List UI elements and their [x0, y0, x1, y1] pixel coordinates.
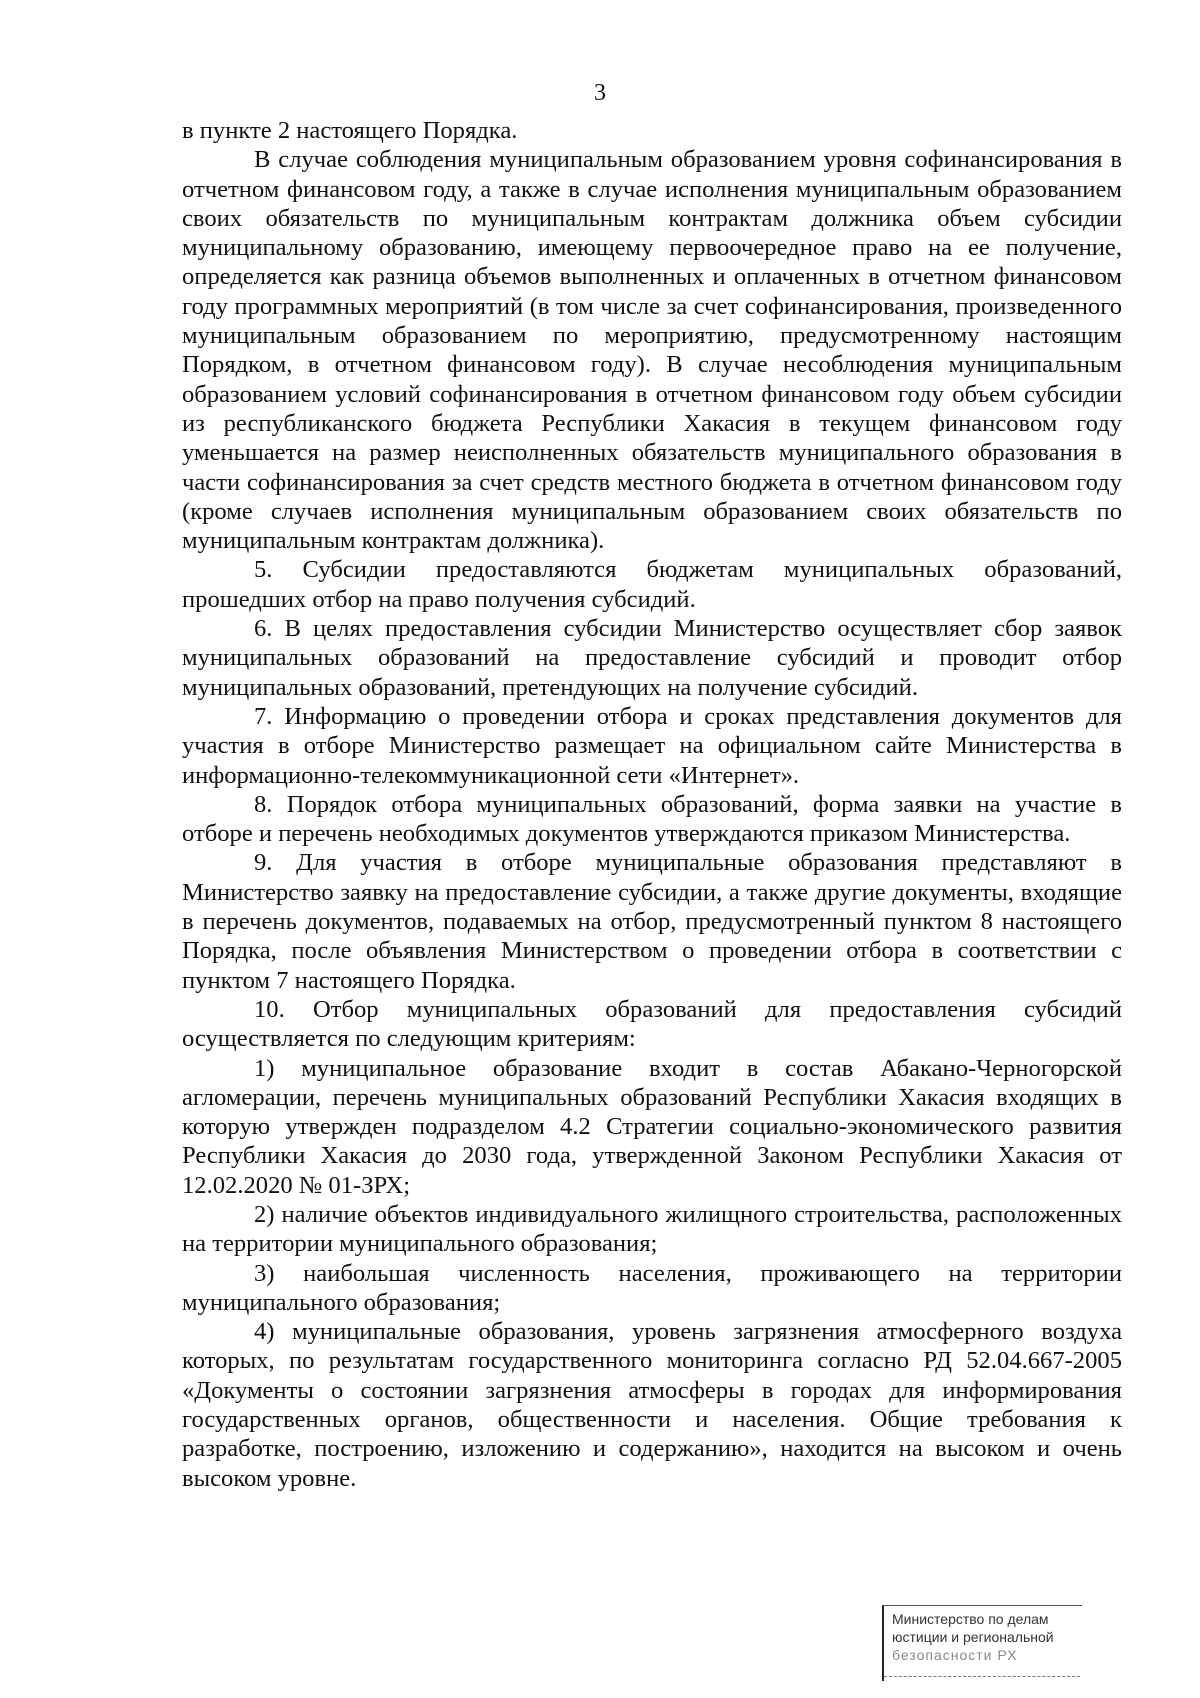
page-number: 3: [594, 80, 606, 106]
stamp-line-1: Министерство по делам: [892, 1611, 1049, 1627]
paragraph-continuation: в пункте 2 настоящего Порядка.: [182, 117, 518, 144]
paragraph-item-5: 5. Субсидии предоставляются бюджетам муниципальных образований, прошедших отбор на право получения субсидий.: [182, 556, 1122, 613]
document-body: [182, 116, 1122, 1493]
stamp-line-2: юстиции и региональной: [892, 1629, 1054, 1645]
paragraph-cofinancing: В случае соблюдения муниципальным образованием уровня софинансирования в отчетном финансовом году, а также в случае исполнения муниципальным образованием своих обязательств по муниципальным контрактам должника объем субсидии муниципальному образованию, имеющему первоочередное право на ее получение, определяется как разница объемов выполненных и оплаченных в отчетном финансовом году программных мероприятий (в том числе за счет софинансирования, произведенного муниципальным образованием по мероприятию, предусмотренному настоящим Порядком, в отчетном финансовом году). В случае несоблюдения муниципальным образованием условий софинансирования в отчетном финансовом году объем субсидии из республиканского бюджета Республики Хакасия в текущем финансовом году уменьшается на размер неисполненных обязательств муниципального образования в части софинансирования за счет средств местного бюджета в отчетном финансовом году (кроме случаев исполнения муниципальным образованием своих обязательств по муниципальным контрактам должника).: [182, 146, 1122, 555]
paragraph-item-7: 7. Информацию о проведении отбора и сроках представления документов для участия в отборе Министерство размещает на официальном сайте Министерства в информационно-телекоммуникационной сети «Интернет».: [182, 702, 1122, 789]
criterion-2: 2) наличие объектов индивидуального жилищного строительства, расположенных на территории муниципального образования;: [182, 1200, 1122, 1258]
paragraph-item-9: 9. Для участия в отборе муниципальные образования представляют в Министерство заявку на предоставление субсидии, а также другие документы, входящие в перечень документов, подаваемых на отбор, предусмотренный пунктом 8 настоящего Порядка, после объявления Министерством о проведении отбора в соответствии с пунктом 7 настоящего Порядка.: [182, 849, 1122, 994]
paragraph-item-8: 8. Порядок отбора муниципальных образований, форма заявки на участие в отборе и перечень необходимых документов утверждаются приказом Министерства.: [182, 790, 1122, 848]
paragraph-item-6: 6. В целях предоставления субсидии Министерство осуществляет сбор заявок муниципальных образований на предоставление субсидий и проводит отбор муниципальных образований, претендующих на получение субсидий.: [182, 615, 1122, 701]
criterion-4: 4) муниципальные образования, уровень загрязнения атмосферного воздуха которых, по результатам государственного мониторинга согласно РД 52.04.667-2005 «Документы о состоянии загрязнения атмосферы в городах для информирования государственных органов, общественности и населения. Общие требования к разработке, построению, изложению и содержанию», находится на высоком и очень высоком уровне.: [182, 1318, 1122, 1492]
paragraph-item-10: 10. Отбор муниципальных образований для предоставления субсидий осуществляется по следующим критериям:: [182, 995, 1122, 1053]
criterion-3: 3) наибольшая численность населения, проживающего на территории муниципального образования;: [182, 1259, 1122, 1316]
stamp-border: [884, 1676, 1080, 1677]
ministry-stamp: [882, 1605, 1082, 1681]
stamp-line-3: безопасности РХ: [892, 1647, 1018, 1663]
criterion-1: 1) муниципальное образование входит в состав Абакано-Черногорской агломерации, перечень муниципальных образований Республики Хакасия входящих в которую утвержден подразделом 4.2 Стратегии социально-экономического развития Республики Хакасия до 2030 года, утвержденной Законом Республики Хакасия от 12.02.2020 № 01-ЗРХ;: [182, 1054, 1122, 1199]
